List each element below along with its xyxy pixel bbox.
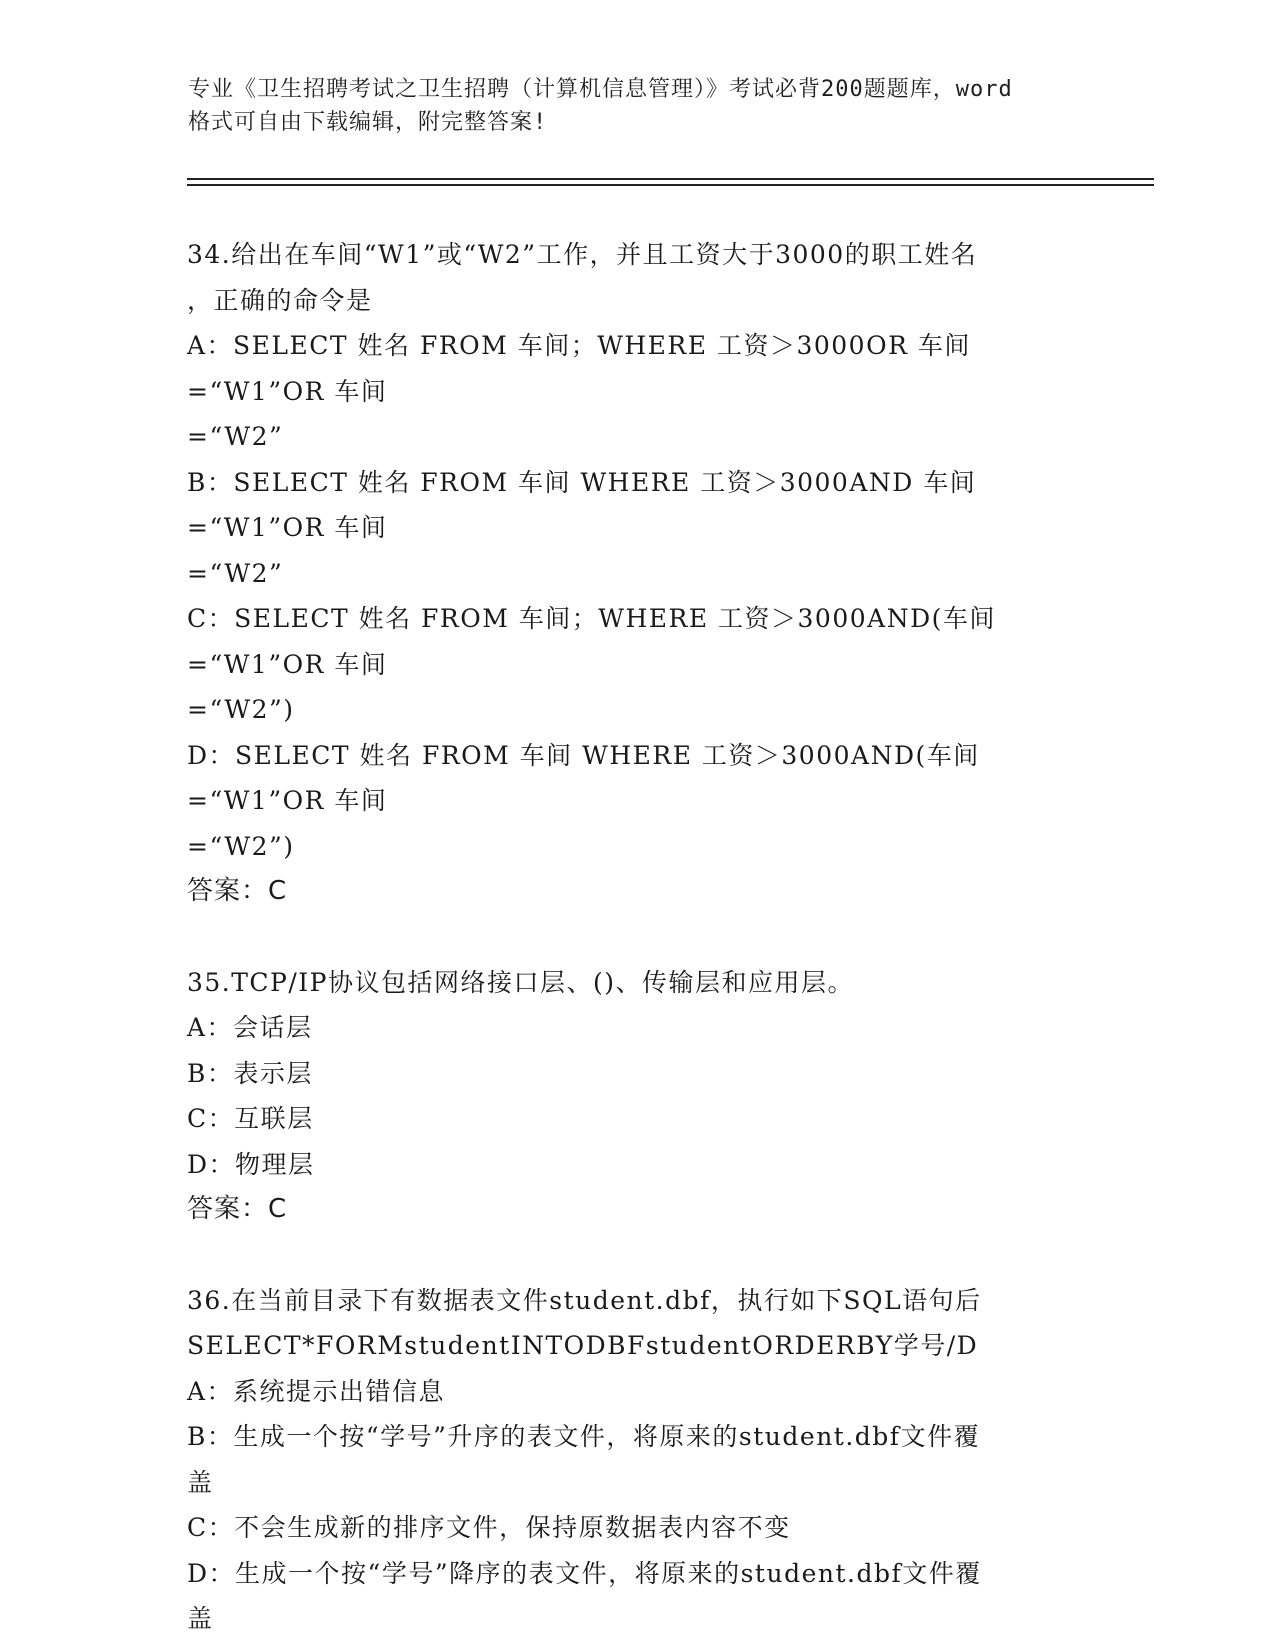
header-divider-top [187, 178, 1154, 180]
option-b-line: 盖 [187, 1467, 214, 1497]
option-d-line: D：物理层 [187, 1149, 315, 1179]
option-a-line: A：系统提示出错信息 [187, 1376, 446, 1406]
option-b-line: B：生成一个按“学号”升序的表文件，将原来的student.dbf文件覆 [187, 1422, 981, 1451]
question-36 [187, 1278, 1087, 1642]
question-title-line: ，正确的命令是 [187, 285, 373, 315]
question-title-line: 34.给出在车间“W1”或“W2”工作，并且工资大于3000的职工姓名 [187, 240, 978, 269]
option-a-line: A：会话层 [187, 1013, 313, 1042]
option-a-line: A：SELECT 姓名 FROM 车间；WHERE 工资＞3000OR 车间=“W1”OR 车间 [187, 331, 971, 406]
question-spacer [187, 1233, 1087, 1278]
option-c-line: C：互联层 [187, 1104, 314, 1133]
answer-label: 答案：C [187, 876, 288, 906]
header-line-1: 专业《卫生招聘考试之卫生招聘（计算机信息管理）》考试必背200题题库，word [188, 77, 1013, 102]
option-c-line: C：不会生成新的排序文件，保持原数据表内容不变 [187, 1513, 791, 1542]
answer-label: 答案：C [187, 1194, 288, 1224]
option-d-line: D：SELECT 姓名 FROM 车间 WHERE 工资＞3000AND(车间=“W1”OR 车间 [187, 740, 980, 815]
question-34 [187, 232, 1087, 915]
option-c-line: =“W2”) [187, 695, 295, 724]
option-b-line: B：SELECT 姓名 FROM 车间 WHERE 工资＞3000AND 车间=“W1”OR 车间 [187, 467, 977, 542]
question-spacer [187, 915, 1087, 960]
option-b-line: B：表示层 [187, 1058, 313, 1088]
question-35 [187, 960, 1087, 1233]
question-title-line: 35.TCP/IP协议包括网络接口层、()、传输层和应用层。 [187, 967, 855, 997]
option-c-line: C：SELECT 姓名 FROM 车间；WHERE 工资＞3000AND(车间=“W1”OR 车间 [187, 604, 996, 679]
header-divider-bottom [187, 184, 1154, 186]
document-header [188, 73, 1088, 139]
option-d-line: D：生成一个按“学号”降序的表文件，将原来的student.dbf文件覆 [187, 1558, 982, 1588]
option-a-line: =“W2” [187, 422, 284, 451]
question-list [187, 232, 1087, 1642]
question-title-line: 36.在当前目录下有数据表文件student.dbf，执行如下SQL语句后 [187, 1285, 982, 1315]
option-d-line: =“W2”) [187, 831, 295, 861]
option-b-line: =“W2” [187, 558, 284, 588]
header-line-2: 格式可自由下载编辑，附完整答案! [188, 110, 548, 135]
option-d-line: 盖 [187, 1604, 214, 1633]
question-title-line: SELECT*FORMstudentINTODBFstudentORDERBY学号/D [187, 1331, 979, 1360]
